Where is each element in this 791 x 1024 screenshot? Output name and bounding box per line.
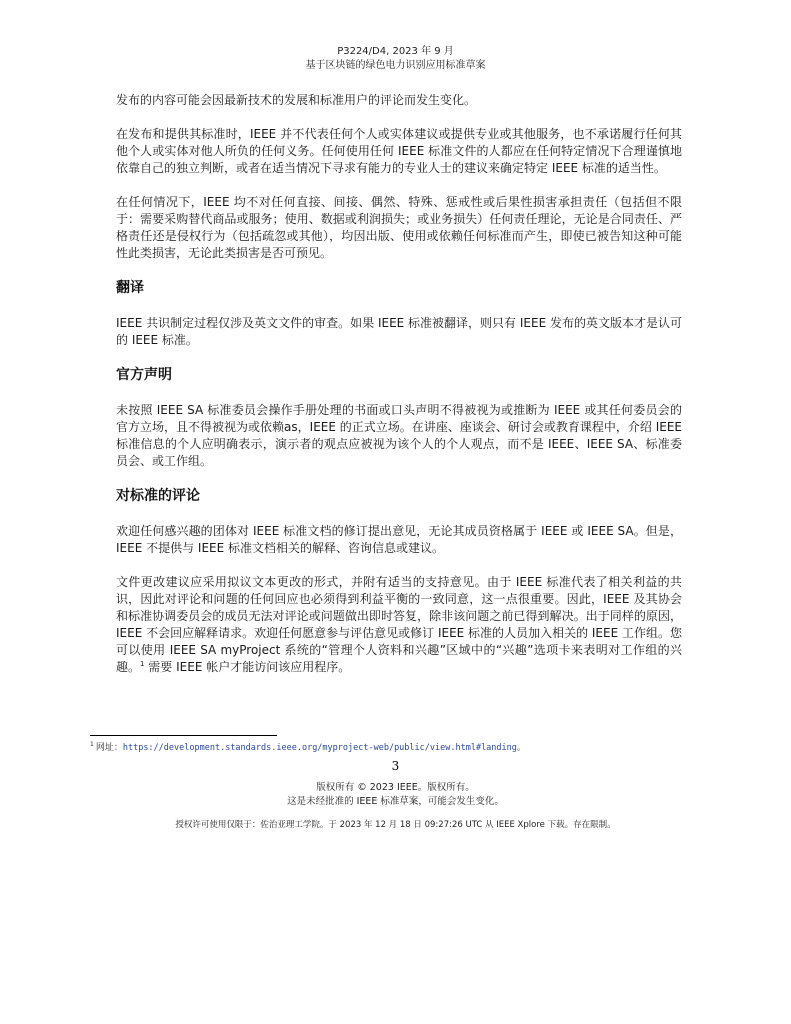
paragraph-intro: 发布的内容可能会因最新技术的发展和标准用户的评论而发生变化。 (116, 93, 477, 107)
heading-comments: 对标准的评论 (116, 488, 200, 504)
license-notice: 授权许可使用仅限于：佐治亚理工学院。于 2023 年 12 月 18 日 09:27:26 UTC 从 IEEE Xplore 下载。存在限制。 (175, 820, 616, 830)
footnote-mark: 1 (90, 741, 94, 748)
footnote (90, 742, 526, 754)
copyright-footer (0, 781, 791, 809)
paragraph-translation: IEEE 共识制定过程仅涉及英文文件的审查。如果 IEEE 标准被翻译，则只有 IEEE 发布的英文版本才是认可的 IEEE 标准。 (116, 316, 682, 347)
paragraph-liability: 在任何情况下，IEEE 均不对任何直接、间接、偶然、特殊、惩戒性或后果性损害承担责任（包括但不限于：需要采购替代商品或服务；使用、数据或利润损失；或业务损失）任何责任理论，无论是合同责任、严格责任还是侵权行为（包括疏忽或其他），均因出版、使用或依赖任何标准而产生，即使已被告知这种可能性此类损害，无论此类损害是否可预见。 (116, 195, 682, 260)
footnote-reference[interactable]: 1 (140, 660, 145, 668)
paragraph-comment-process (116, 574, 682, 676)
footnote-url-link[interactable]: https://development.standards.ieee.org/myproject-web/public/view.html#landing (122, 743, 517, 753)
footnote-label: 网址： (95, 743, 123, 753)
paragraph-comments-welcome: 欢迎任何感兴趣的团体对 IEEE 标准文档的修订提出意见，无论其成员资格属于 IEEE 或 IEEE SA。但是，IEEE 不提供与 IEEE 标准文档相关的解释、咨询信息或建议。 (116, 524, 682, 555)
heading-translation: 翻译 (116, 280, 144, 296)
footnote-end: 。 (516, 743, 526, 753)
page-number: 3 (391, 759, 400, 773)
paragraph-official-statements: 未按照 IEEE SA 标准委员会操作手册处理的书面或口头声明不得被视为或推断为 IEEE 或其任何委员会的官方立场，且不得被视为或依赖as，IEEE 的正式立场。在讲座、座谈会、研讨会或教育课程中，介绍 IEEE 标准信息的个人应明确表示，演示者的观点应被视为该个人的个人观点，而不是 IEEE、IEEE SA、标准委员会、或工作组。 (116, 403, 682, 468)
header-draft-title: 基于区块链的绿色电力识别应用标准草案 (305, 60, 486, 71)
paragraph-no-professional-services: 在发布和提供其标准时，IEEE 并不代表任何个人或实体建议或提供专业或其他服务，也不承诺履行任何其他个人或实体对他人所负的任何义务。任何使用任何 IEEE 标准文件的人都应在任何特定情况下合理谨慎地依靠自己的独立判断，或者在适当情况下寻求有能力的专业人士的建议来确定特定 IEEE 标准的适当性。 (116, 127, 682, 175)
copyright-line: 版权所有 © 2023 IEEE。版权所有。 (316, 782, 475, 793)
heading-official-statements: 官方声明 (116, 367, 172, 383)
comment-process-text: 文件更改建议应采用拟议文本更改的形式，并附有适当的支持意见。由于 IEEE 标准代表了相关利益的共识，因此对评论和问题的任何回应也必须得到利益平衡的一致同意，这一点很重要。因此，IEEE 及其协会和标准协调委员会的成员无法对评论或问题做出即时答复，除非该问题之前已得到解决。出于同样的原因，IEEE 不会回应解释请求。欢迎任何愿意参与评估意见或修订 IEEE 标准的人员加入相关的 IEEE 工作组。您可以使用 IEEE SA myProject 系统的“管理个人资料和兴趣”区域中的“兴趣”选项卡来表明对工作组的兴趣。 (116, 575, 682, 674)
comment-process-tail: 需要 IEEE 帐户才能访问该应用程序。 (144, 660, 351, 674)
running-header (0, 45, 791, 73)
footnote-divider (90, 735, 277, 736)
header-draft-id: P3224/D4, 2023 年 9 月 (337, 46, 454, 57)
draft-notice-line: 这是未经批准的 IEEE 标准草案，可能会发生变化。 (287, 796, 504, 807)
body-content (116, 92, 682, 693)
